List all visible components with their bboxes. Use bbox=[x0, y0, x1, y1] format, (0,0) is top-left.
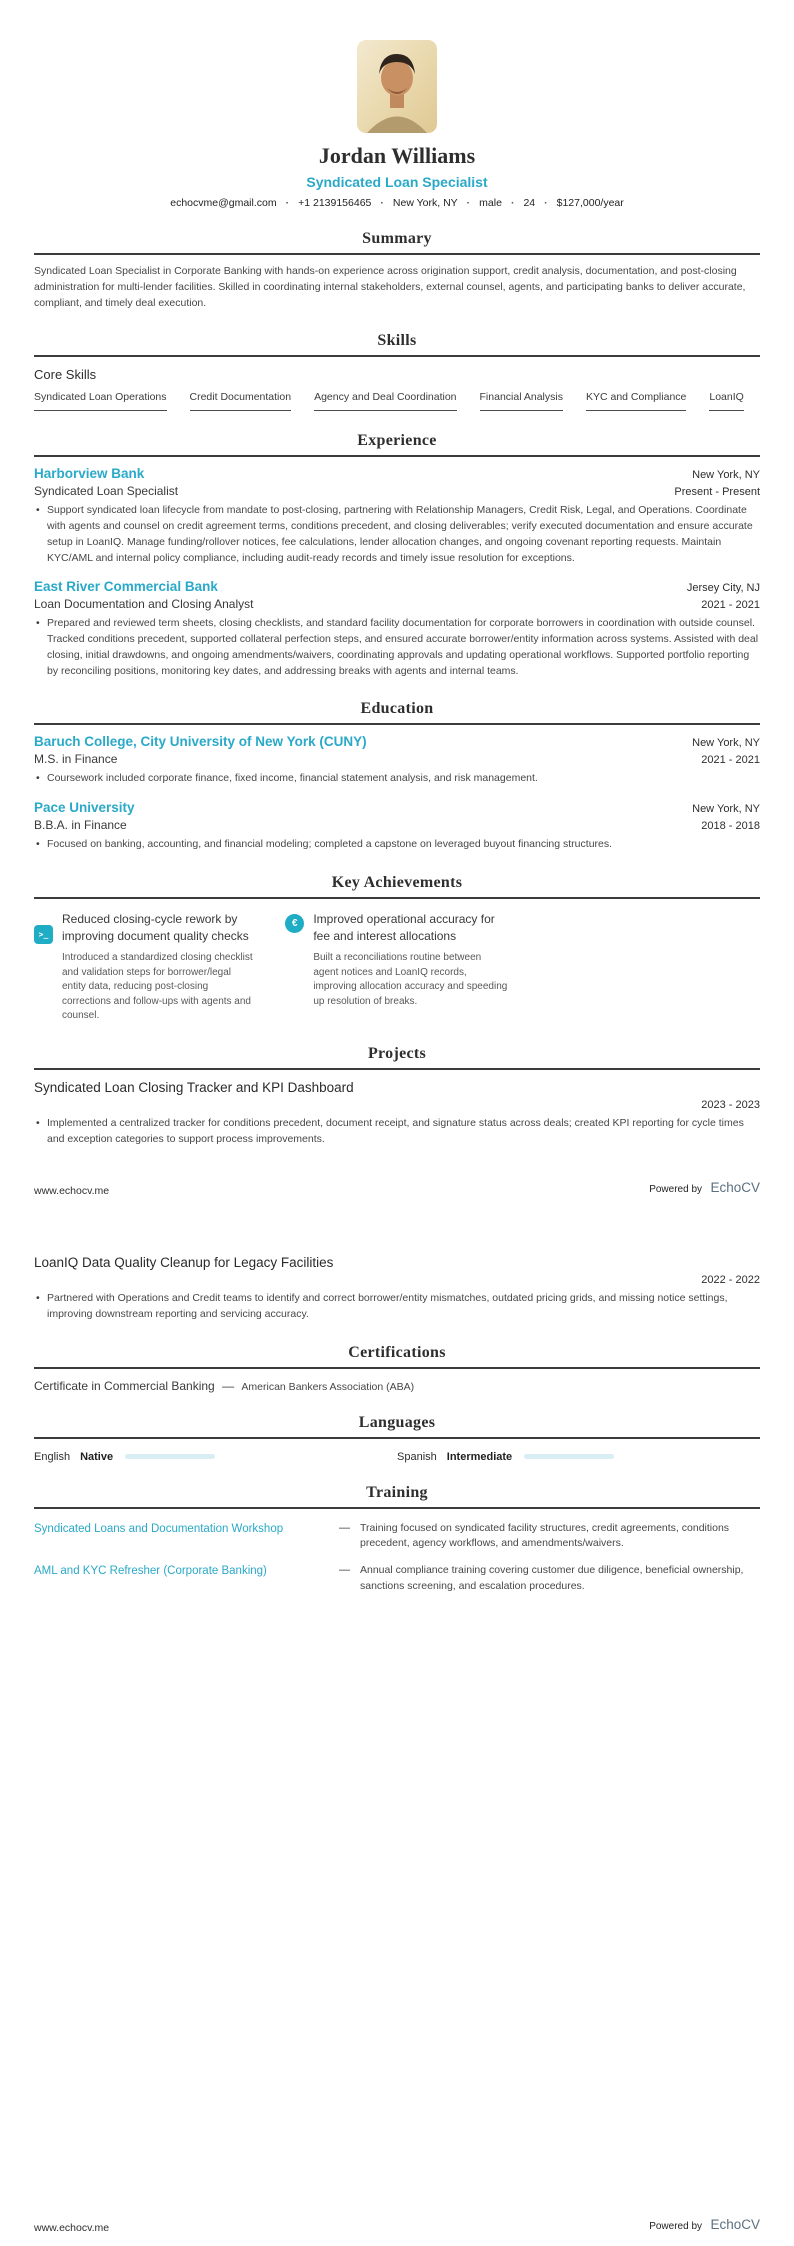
skill-item: KYC and Compliance bbox=[586, 391, 686, 411]
contact-phone: · +1 2139156465 bbox=[277, 197, 372, 209]
certification-item bbox=[34, 1379, 760, 1393]
section-languages bbox=[34, 1414, 760, 1463]
training-item bbox=[34, 1563, 760, 1593]
achievement-item bbox=[285, 911, 508, 1024]
certification-name: Certificate in Commercial Banking bbox=[34, 1378, 215, 1393]
site-link[interactable]: www.echocv.me bbox=[34, 2222, 110, 2234]
certification-separator: — bbox=[222, 1378, 235, 1393]
school-name: Pace University bbox=[34, 800, 135, 815]
school-location: New York, NY bbox=[692, 803, 760, 815]
achievements-grid-spacer bbox=[537, 911, 760, 1024]
euro-icon: € bbox=[285, 914, 304, 933]
training-title: Syndicated Loans and Documentation Workshop bbox=[34, 1522, 284, 1535]
skills-list bbox=[34, 391, 760, 411]
contact-email: echocvme@gmail.com bbox=[170, 197, 277, 209]
section-rule bbox=[34, 1507, 760, 1509]
language-name: English bbox=[34, 1450, 71, 1463]
languages-heading: Languages bbox=[358, 1413, 436, 1431]
achievement-title: Improved operational accuracy for fee and interest allocations bbox=[313, 911, 495, 943]
contact-line bbox=[34, 197, 760, 209]
section-education bbox=[34, 700, 760, 853]
contact-gender: · male bbox=[458, 197, 502, 209]
job-dates: Present - Present bbox=[674, 486, 760, 499]
section-rule bbox=[34, 723, 760, 725]
job-role: Loan Documentation and Closing Analyst bbox=[34, 597, 254, 612]
school-name: Baruch College, City University of New York (CUNY) bbox=[34, 734, 367, 750]
certifications-heading: Certifications bbox=[348, 1343, 446, 1361]
achievement-body: Built a reconciliations routine between agent notices and LoanIQ records, improving allocation accuracy and speeding up resolution of breaks. bbox=[313, 952, 508, 1007]
achievement-body: Introduced a standardized closing checklist and validation steps for borrower/legal entity data, reducing post-closing corrections and follow-ups with agents and counsel. bbox=[62, 952, 253, 1022]
echocv-brand-link[interactable]: EchoCV bbox=[710, 1180, 760, 1196]
section-rule bbox=[34, 253, 760, 255]
powered-by-label: Powered by bbox=[649, 1184, 703, 1196]
education-dates: 2021 - 2021 bbox=[701, 754, 760, 767]
project-dates: 2022 - 2022 bbox=[701, 1274, 760, 1287]
job-role: Syndicated Loan Specialist bbox=[34, 484, 179, 499]
training-separator: — bbox=[339, 1564, 350, 1577]
degree: B.B.A. in Finance bbox=[34, 818, 127, 832]
profile-photo bbox=[357, 40, 437, 133]
skill-item: Agency and Deal Coordination bbox=[314, 391, 456, 411]
project-bullet: • Partnered with Operations and Credit teams to identify and correct borrower/entity mismatches, outdated pricing grids, and missing notice settings, improving downstream reporting and servicing accuracy. bbox=[34, 1291, 760, 1323]
section-training bbox=[34, 1484, 760, 1594]
education-bullet: • Coursework included corporate finance, fixed income, financial statement analysis, and risk management. bbox=[34, 771, 760, 787]
section-rule bbox=[34, 355, 760, 357]
experience-bullet: • Support syndicated loan lifecycle from mandate to post-closing, partnering with Relationship Managers, Credit Risk, Legal, and Operations. Coordinate with agents and counsel on credit agreement terms, conditions precedent, and closing deliverables; verify executed documentation and ensure accurate setup in LoanIQ. Manage funding/rollover notices, fee calculations, lender allocation changes, and ongoing covenant reporting requests. Maintain KYC/AML and internal policy compliance, including audit-ready records and timely issue resolution for exceptions. bbox=[34, 503, 760, 566]
project-bullet: • Implemented a centralized tracker for conditions precedent, document receipt, and signature status across deals; created KPI reporting for cycle times and exception categories to support process improvements. bbox=[34, 1116, 760, 1148]
language-item bbox=[34, 1451, 397, 1463]
project-entry bbox=[34, 1245, 760, 1323]
profile-photo-image bbox=[357, 40, 437, 133]
terminal-icon: >_ bbox=[34, 925, 53, 944]
language-proficiency-bar bbox=[125, 1454, 215, 1459]
skills-group-label: Core Skills bbox=[34, 367, 97, 383]
skills-heading: Skills bbox=[377, 332, 417, 350]
section-rule bbox=[34, 455, 760, 457]
person-name: Jordan Williams bbox=[318, 143, 476, 168]
experience-heading: Experience bbox=[357, 432, 437, 450]
training-description: Annual compliance training covering customer due diligence, beneficial ownership, sanctions screening, and escalation procedures. bbox=[360, 1564, 744, 1592]
languages-list bbox=[34, 1451, 760, 1463]
echocv-brand-link[interactable]: EchoCV bbox=[710, 2217, 760, 2232]
achievement-title: Reduced closing-cycle rework by improving document quality checks bbox=[62, 911, 249, 943]
section-skills bbox=[34, 332, 760, 411]
section-rule bbox=[34, 897, 760, 899]
projects-heading: Projects bbox=[367, 1044, 427, 1062]
education-entry bbox=[34, 734, 760, 787]
section-certifications bbox=[34, 1344, 760, 1393]
company-name: East River Commercial Bank bbox=[34, 579, 218, 595]
skill-item: Financial Analysis bbox=[480, 391, 563, 411]
company-name: Harborview Bank bbox=[34, 466, 145, 482]
skill-item: LoanIQ bbox=[709, 391, 743, 411]
job-dates: 2021 - 2021 bbox=[701, 599, 760, 612]
education-dates: 2018 - 2018 bbox=[701, 820, 760, 832]
experience-entry bbox=[34, 466, 760, 566]
powered-by-label: Powered by bbox=[649, 2221, 703, 2232]
training-separator: — bbox=[339, 1521, 350, 1534]
achievement-item bbox=[34, 911, 257, 1024]
section-projects bbox=[34, 1045, 760, 1148]
education-bullet: • Focused on banking, accounting, and financial modeling; completed a capstone on leveraged buyout financing structures. bbox=[34, 837, 760, 853]
contact-salary: · $127,000/year bbox=[535, 197, 624, 209]
section-rule bbox=[34, 1367, 760, 1369]
education-entry bbox=[34, 800, 760, 853]
company-location: Jersey City, NJ bbox=[686, 582, 760, 595]
contact-age: · 24 bbox=[502, 197, 535, 209]
training-description: Training focused on syndicated facility structures, credit agreements, conditions precedent, agency workflows, and amendments/waivers. bbox=[360, 1521, 730, 1550]
education-heading: Education bbox=[360, 700, 434, 718]
certification-issuer: American Bankers Association (ABA) bbox=[241, 1380, 415, 1393]
project-entry bbox=[34, 1080, 760, 1148]
project-dates: 2023 - 2023 bbox=[701, 1098, 760, 1111]
degree: M.S. in Finance bbox=[34, 752, 118, 767]
summary-heading: Summary bbox=[362, 230, 432, 247]
page2-footer bbox=[34, 2216, 760, 2246]
language-item bbox=[397, 1451, 760, 1463]
contact-location: · New York, NY bbox=[371, 197, 457, 209]
training-item bbox=[34, 1521, 760, 1551]
language-level: Intermediate bbox=[446, 1450, 513, 1463]
experience-entry bbox=[34, 579, 760, 679]
achievements-heading: Key Achievements bbox=[331, 873, 463, 891]
skill-item: Credit Documentation bbox=[190, 391, 292, 411]
skill-item: Syndicated Loan Operations bbox=[34, 391, 167, 411]
page1-footer bbox=[34, 1179, 760, 1197]
experience-bullet: • Prepared and reviewed term sheets, closing checklists, and standard facility documentation for corporate borrowers in coordination with outside counsel. Tracked conditions precedent, supported collateral perfection steps, and ensured accurate borrower/entity information across systems. Assisted with deal closing, initial drawdowns, and ongoing amendments/waivers, coordinating approvals and updating operational workflows. Supported portfolio reporting by reconciling positions, monitoring key dates, and addressing breaks with agents and internal teams. bbox=[34, 616, 760, 679]
project-title: LoanIQ Data Quality Cleanup for Legacy Facilities bbox=[34, 1255, 334, 1271]
training-heading: Training bbox=[366, 1483, 428, 1501]
language-name: Spanish bbox=[397, 1450, 437, 1463]
language-proficiency-bar bbox=[524, 1454, 614, 1459]
achievements-grid bbox=[34, 911, 760, 1024]
section-key-achievements bbox=[34, 874, 760, 1024]
training-title: AML and KYC Refresher (Corporate Banking) bbox=[34, 1565, 267, 1578]
summary-text: Syndicated Loan Specialist in Corporate Banking with hands-on experience across origination support, credit analysis, documentation, and post-closing administration for multi-lender facilities. Skilled in coordinating internal stakeholders, external counsel, agents, and participating banks to deliver accurate, compliant, and timely deal execution. bbox=[34, 265, 746, 309]
site-link[interactable]: www.echocv.me bbox=[34, 1185, 110, 1198]
company-location: New York, NY bbox=[692, 469, 760, 482]
section-summary bbox=[34, 230, 760, 311]
project-title: Syndicated Loan Closing Tracker and KPI Dashboard bbox=[34, 1079, 354, 1095]
section-rule bbox=[34, 1437, 760, 1439]
section-experience bbox=[34, 432, 760, 679]
section-rule bbox=[34, 1068, 760, 1070]
person-job-title: Syndicated Loan Specialist bbox=[306, 174, 488, 190]
language-level: Native bbox=[80, 1450, 114, 1463]
school-location: New York, NY bbox=[692, 737, 760, 750]
